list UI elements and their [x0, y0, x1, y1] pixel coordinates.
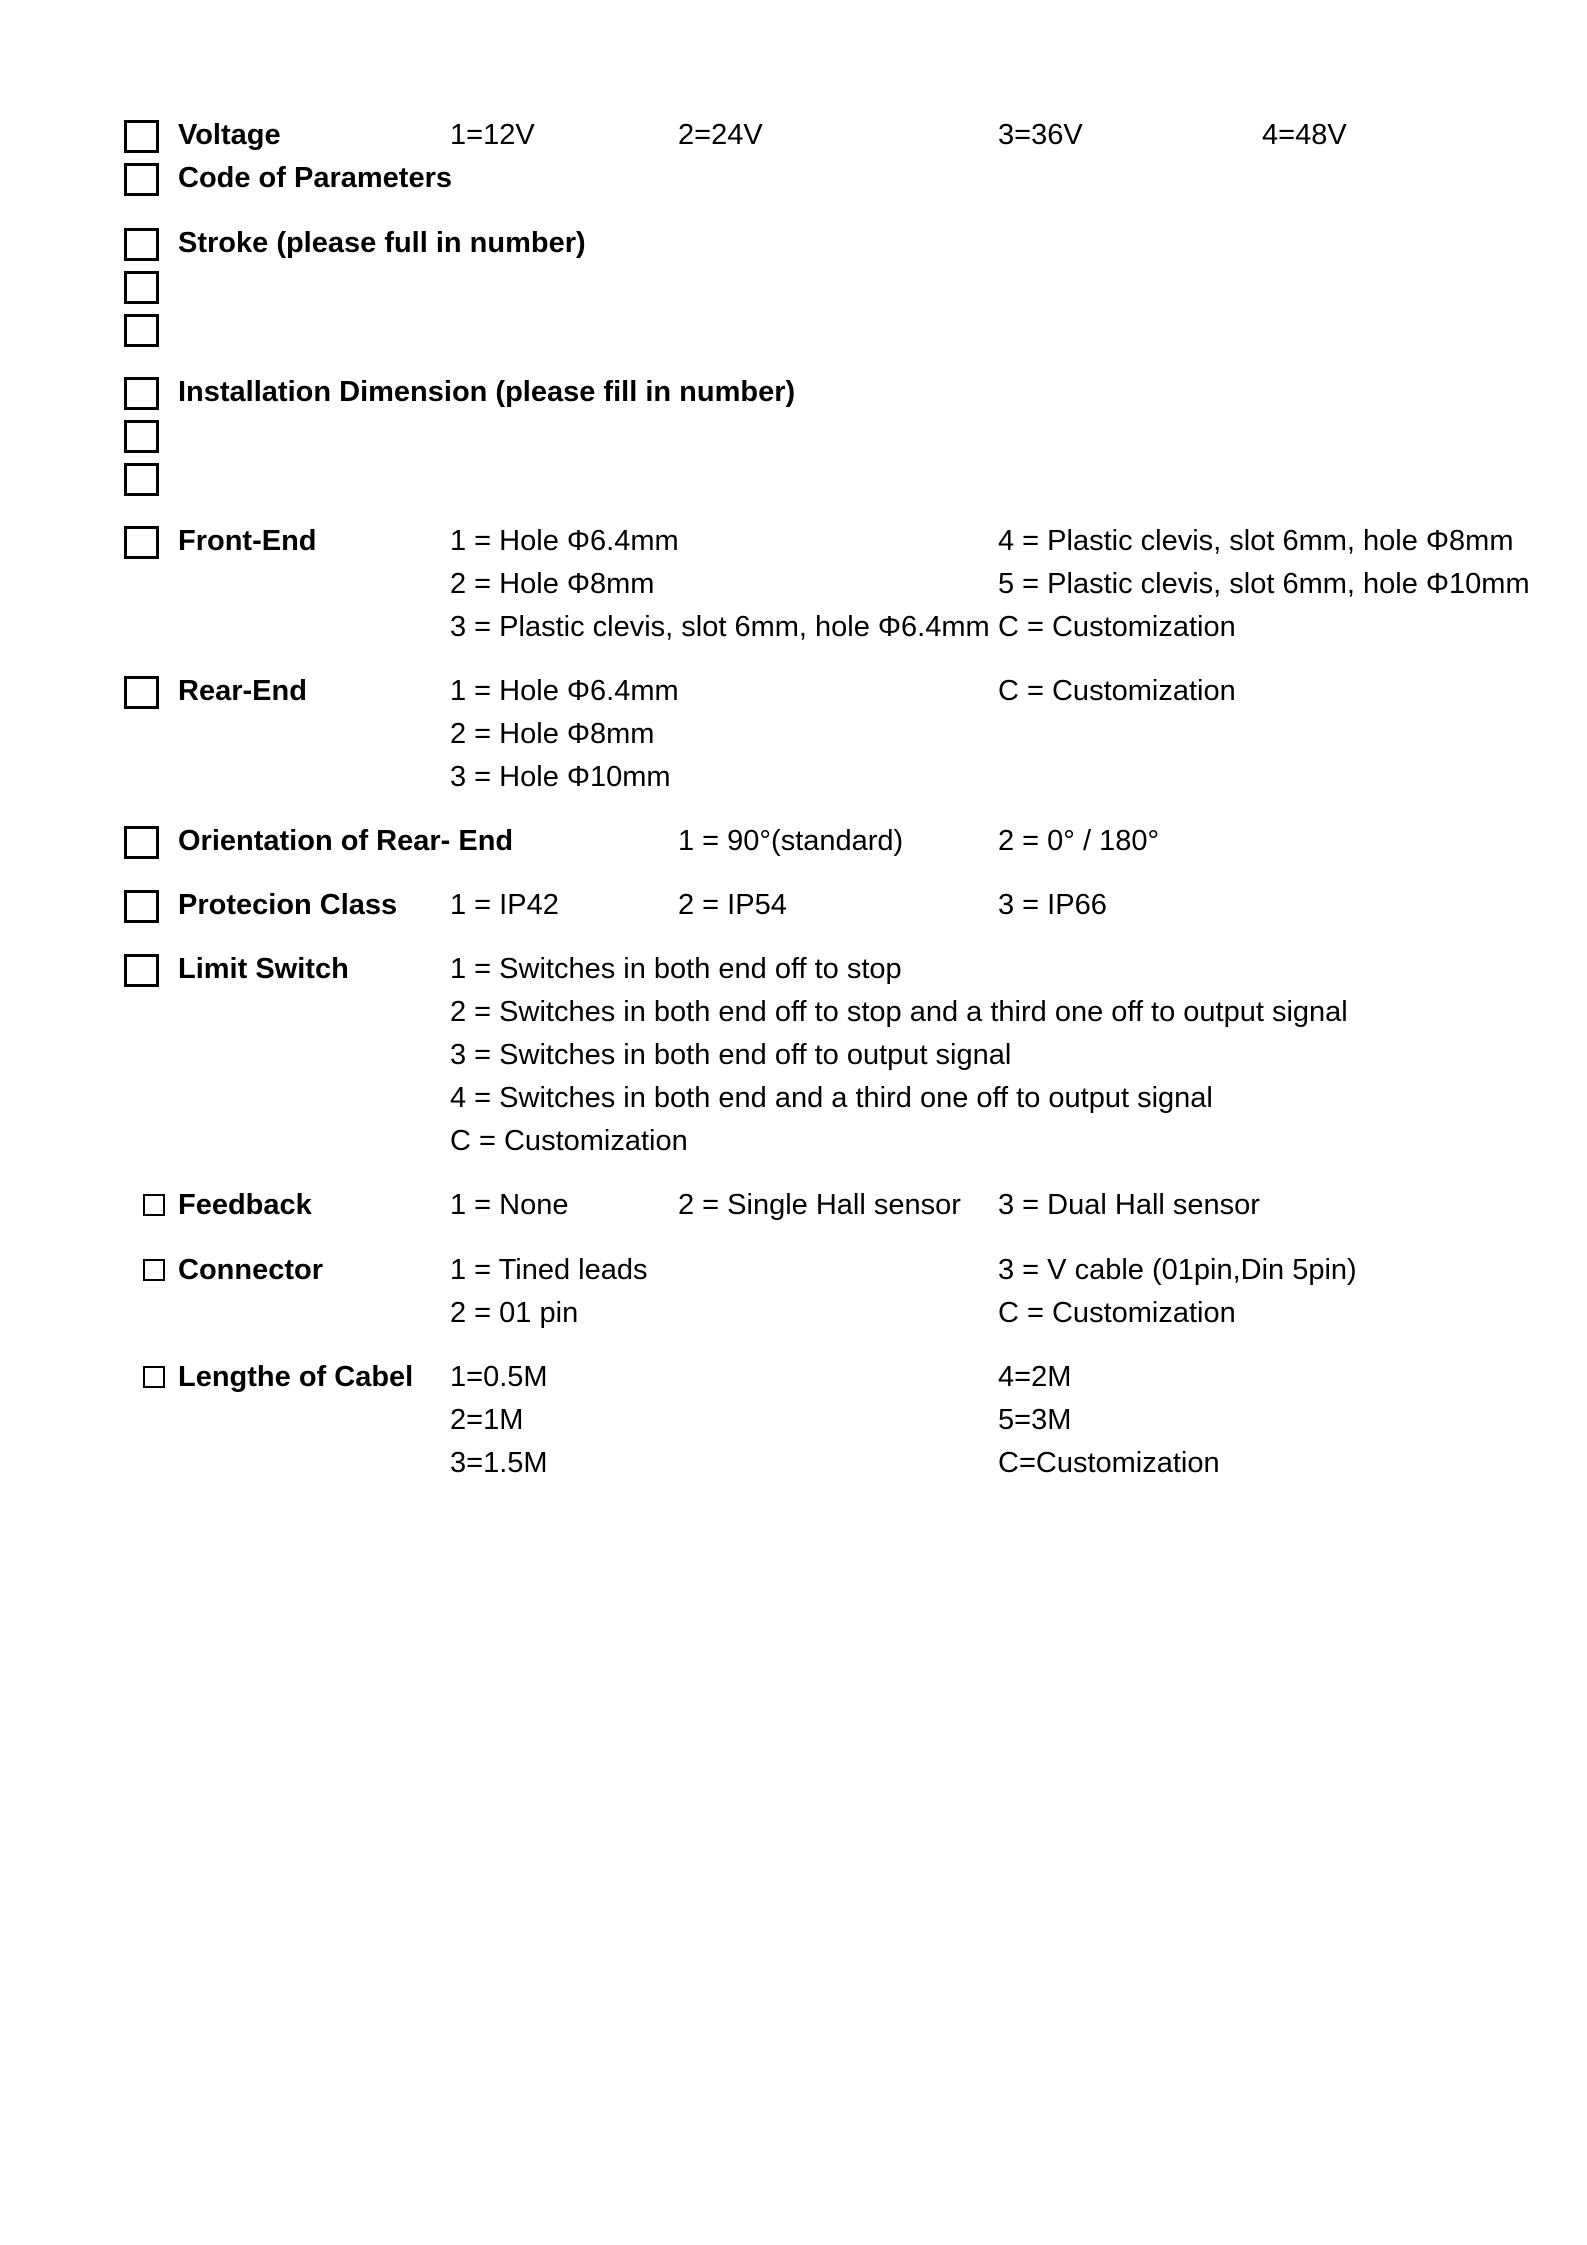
connector-option-3: 3 = V cable (01pin,Din 5pin): [998, 1254, 1357, 1286]
voltage-option-2: 2=24V: [678, 119, 763, 151]
rear-end-option-3: 3 = Hole Φ10mm: [450, 761, 671, 793]
connector-option-1: 1 = Tined leads: [450, 1254, 648, 1286]
orientation-checkbox[interactable]: [124, 826, 159, 859]
cable-length-label: Lengthe of Cabel: [178, 1361, 414, 1393]
front-end-option-3: 3 = Plastic clevis, slot 6mm, hole Φ6.4mm: [450, 611, 990, 643]
limit-switch-label: Limit Switch: [178, 953, 349, 985]
limit-switch-checkbox[interactable]: [124, 954, 159, 987]
limit-switch-option-2: 2 = Switches in both end off to stop and a third one off to output signal: [450, 996, 1348, 1028]
protection-class-checkbox[interactable]: [124, 890, 159, 923]
installation-dimension-label: Installation Dimension (please fill in number): [178, 376, 796, 408]
protection-class-label: Protecion Class: [178, 889, 398, 921]
cable-option-4: 4=2M: [998, 1361, 1072, 1393]
installation-checkbox-3[interactable]: [124, 463, 159, 496]
front-end-option-2: 2 = Hole Φ8mm: [450, 568, 655, 600]
installation-checkbox-1[interactable]: [124, 377, 159, 410]
protection-option-3: 3 = IP66: [998, 889, 1107, 921]
voltage-option-3: 3=36V: [998, 119, 1083, 151]
voltage-option-1: 1=12V: [450, 119, 535, 151]
connector-option-2: 2 = 01 pin: [450, 1297, 579, 1329]
front-end-option-4: 4 = Plastic clevis, slot 6mm, hole Φ8mm: [998, 525, 1514, 557]
rear-end-option-2: 2 = Hole Φ8mm: [450, 718, 655, 750]
limit-switch-option-c: C = Customization: [450, 1125, 688, 1157]
feedback-label: Feedback: [178, 1189, 312, 1221]
voltage-checkbox[interactable]: [124, 120, 159, 153]
limit-switch-option-1: 1 = Switches in both end off to stop: [450, 953, 902, 985]
orientation-option-2: 2 = 0° / 180°: [998, 825, 1160, 857]
rear-end-option-1: 1 = Hole Φ6.4mm: [450, 675, 679, 707]
cable-option-5: 5=3M: [998, 1404, 1072, 1436]
stroke-checkbox-2[interactable]: [124, 271, 159, 304]
stroke-checkbox-3[interactable]: [124, 314, 159, 347]
voltage-option-4: 4=48V: [1262, 119, 1347, 151]
cable-length-checkbox[interactable]: [143, 1366, 165, 1388]
cable-option-3: 3=1.5M: [450, 1447, 548, 1479]
front-end-checkbox[interactable]: [124, 526, 159, 559]
connector-checkbox[interactable]: [143, 1259, 165, 1281]
cable-option-c: C=Customization: [998, 1447, 1220, 1479]
front-end-label: Front-End: [178, 525, 317, 557]
front-end-option-5: 5 = Plastic clevis, slot 6mm, hole Φ10mm: [998, 568, 1530, 600]
feedback-checkbox[interactable]: [143, 1194, 165, 1216]
orientation-option-1: 1 = 90°(standard): [678, 825, 904, 857]
voltage-label: Voltage: [178, 119, 281, 151]
stroke-label: Stroke (please full in number): [178, 227, 586, 259]
code-of-parameters-checkbox[interactable]: [124, 163, 159, 196]
rear-end-option-c: C = Customization: [998, 675, 1236, 707]
front-end-option-c: C = Customization: [998, 611, 1236, 643]
cable-option-2: 2=1M: [450, 1404, 524, 1436]
feedback-option-3: 3 = Dual Hall sensor: [998, 1189, 1260, 1221]
front-end-option-1: 1 = Hole Φ6.4mm: [450, 525, 679, 557]
stroke-checkbox-1[interactable]: [124, 228, 159, 261]
limit-switch-option-3: 3 = Switches in both end off to output signal: [450, 1039, 1012, 1071]
feedback-option-2: 2 = Single Hall sensor: [678, 1189, 961, 1221]
installation-checkbox-2[interactable]: [124, 420, 159, 453]
connector-option-c: C = Customization: [998, 1297, 1236, 1329]
protection-option-1: 1 = IP42: [450, 889, 559, 921]
orientation-label: Orientation of Rear- End: [178, 825, 514, 857]
limit-switch-option-4: 4 = Switches in both end and a third one off to output signal: [450, 1082, 1213, 1114]
rear-end-checkbox[interactable]: [124, 676, 159, 709]
feedback-option-1: 1 = None: [450, 1189, 569, 1221]
rear-end-label: Rear-End: [178, 675, 307, 707]
protection-option-2: 2 = IP54: [678, 889, 787, 921]
connector-label: Connector: [178, 1254, 323, 1286]
code-of-parameters-label: Code of Parameters: [178, 162, 452, 194]
cable-option-1: 1=0.5M: [450, 1361, 548, 1393]
